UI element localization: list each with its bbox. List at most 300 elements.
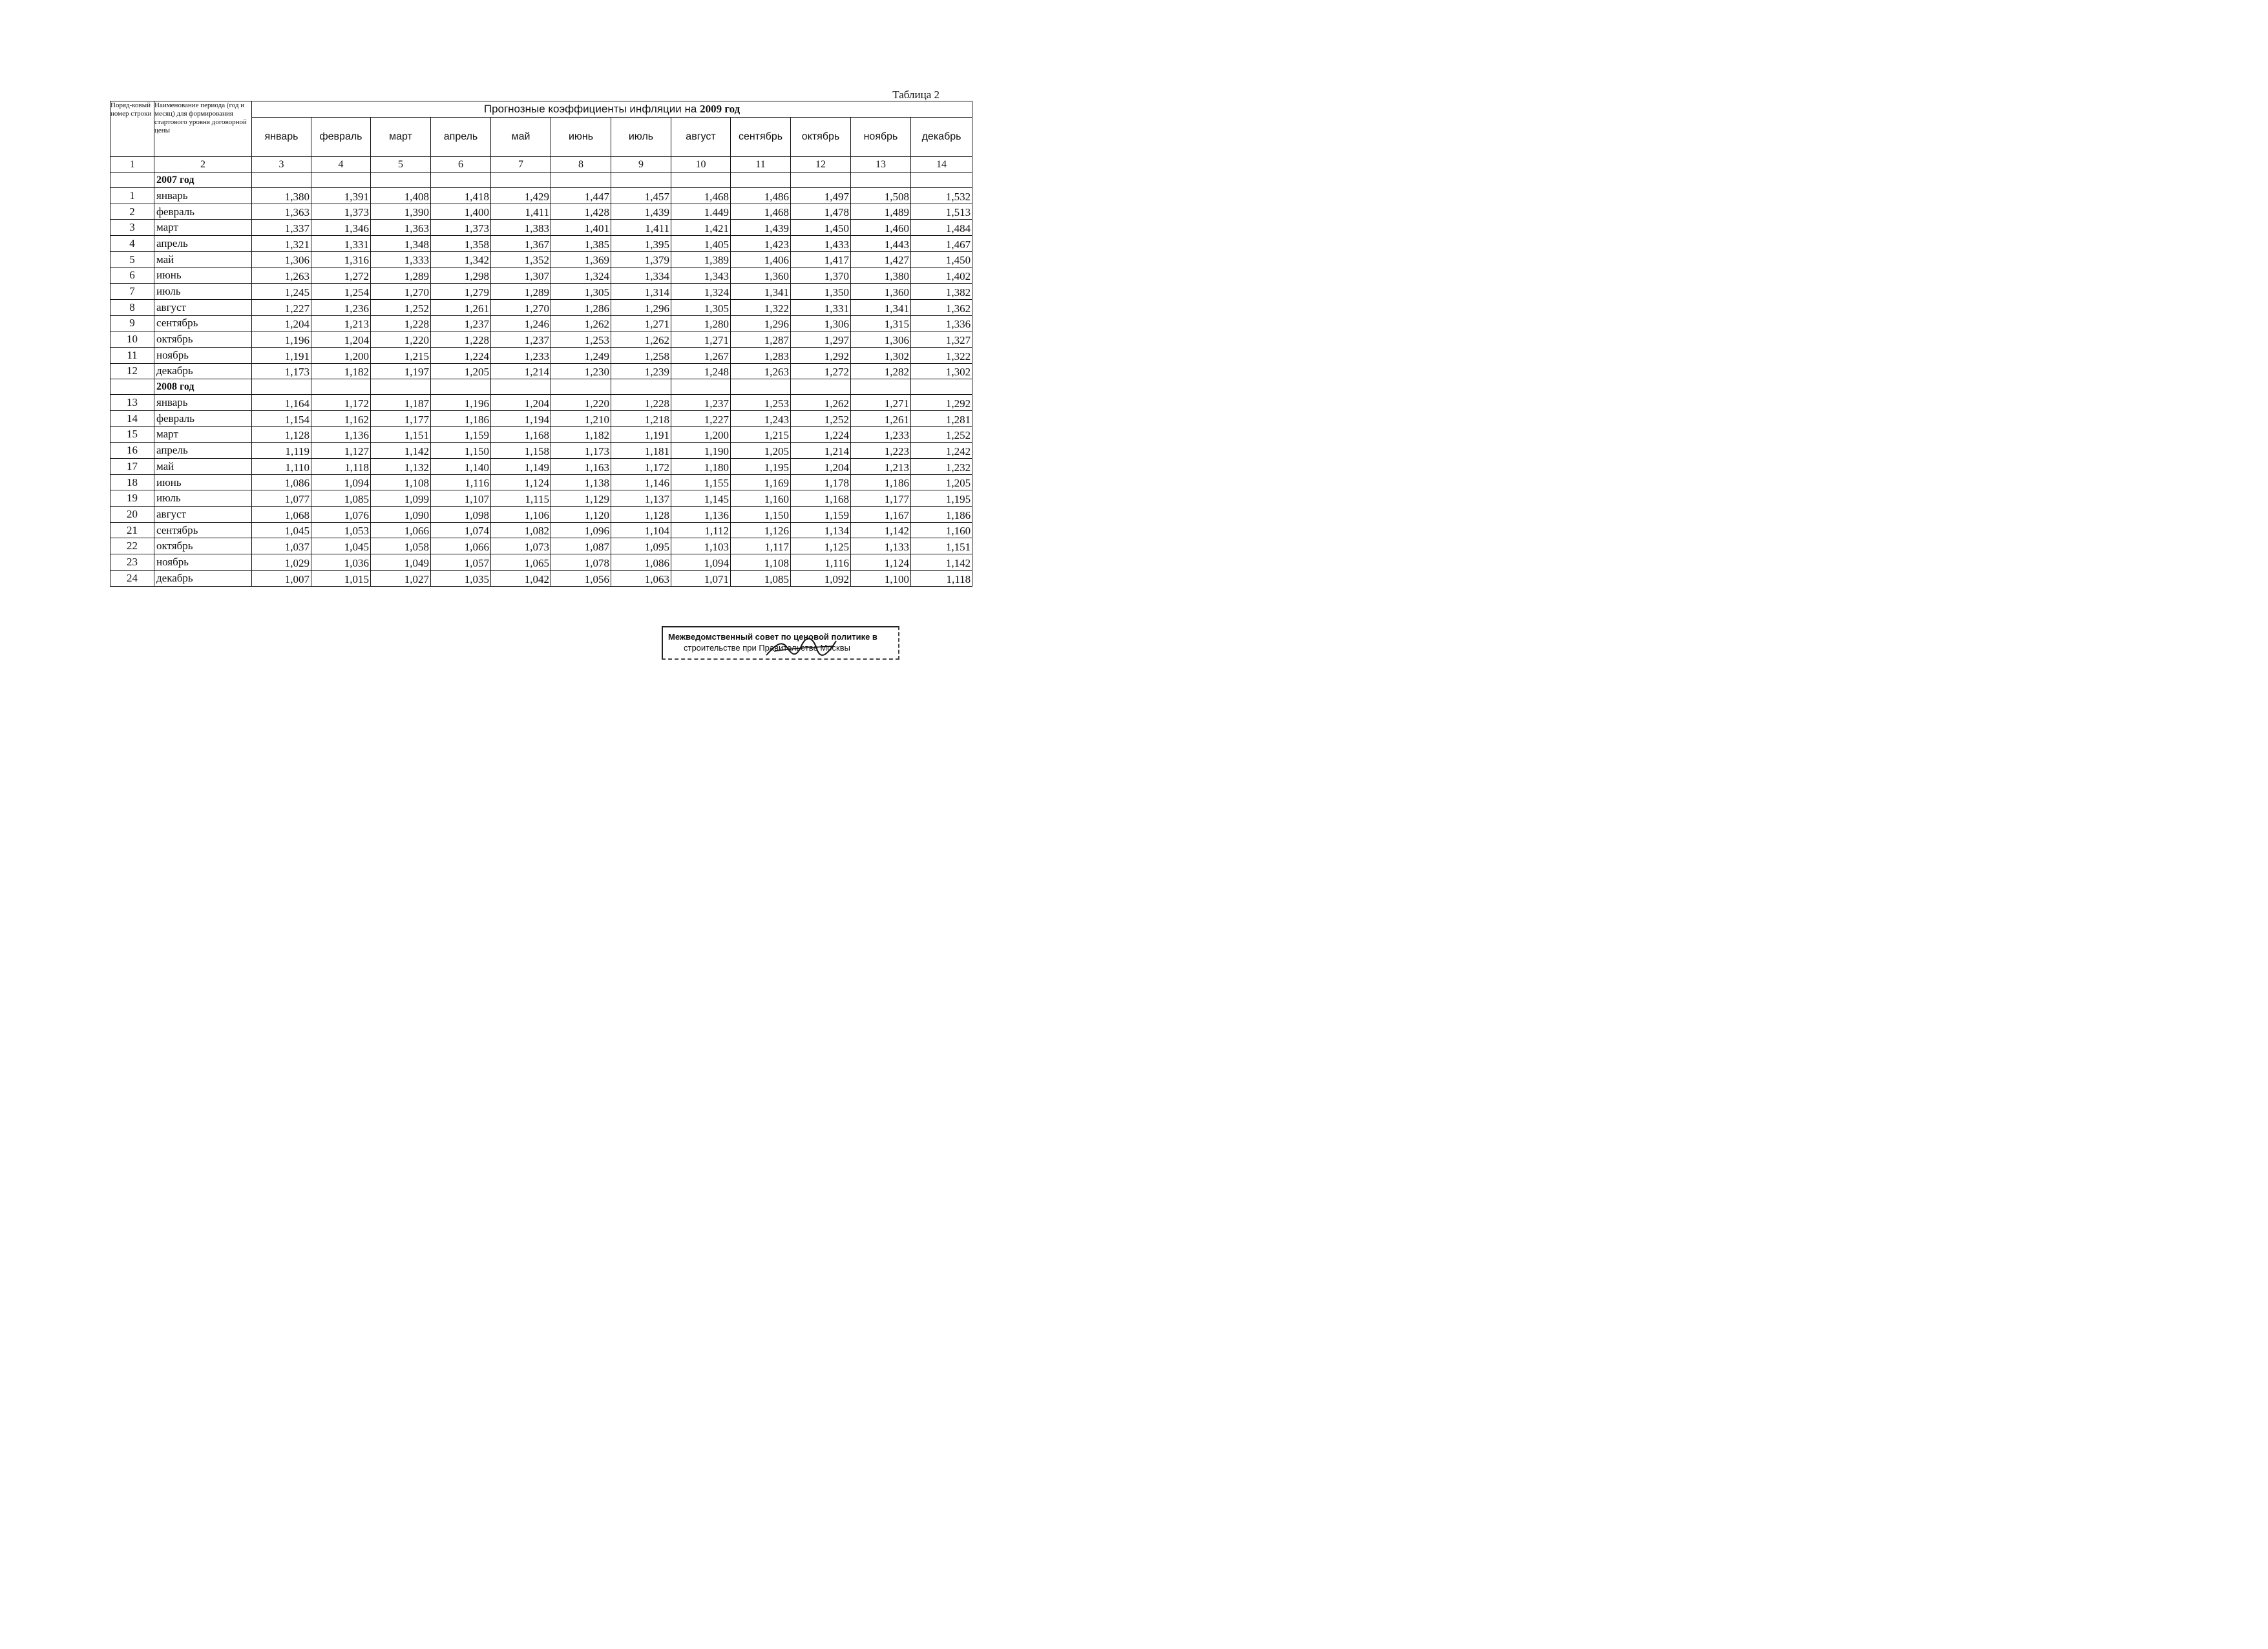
coefficient-cell: 1,138 [551,474,611,490]
coefficient-cell: 1,068 [252,507,311,523]
header-month-6: июнь [551,118,611,157]
row-period: май [154,459,252,475]
table-row [110,410,972,426]
header-month-10: октябрь [791,118,851,157]
coefficient-cell: 1,316 [311,251,371,268]
coefficient-cell: 1,406 [731,251,791,268]
coefficient-cell: 1,145 [671,490,731,507]
coefficient-cell: 1,035 [431,570,491,586]
coefficient-cell: 1,204 [311,331,371,348]
coefficient-cell: 1,324 [551,268,611,284]
coefficient-cell: 1,196 [252,331,311,348]
coefficient-cell: 1,322 [731,299,791,315]
coefficient-cell: 1,380 [851,268,911,284]
coefficient-cell: 1,195 [911,490,972,507]
coefficient-cell: 1,066 [371,522,431,538]
coefficient-cell: 1,178 [791,474,851,490]
coefficient-cell: 1,271 [611,315,671,331]
coefficient-cell: 1,196 [431,395,491,411]
row-number: 12 [110,363,154,379]
row-number: 13 [110,395,154,411]
coefficient-cell: 1,486 [731,188,791,204]
column-index-3: 3 [252,157,311,173]
coefficient-cell: 1,037 [252,538,311,554]
coefficient-cell: 1,125 [791,538,851,554]
coefficient-cell: 1,126 [731,522,791,538]
row-period: август [154,299,252,315]
row-period: январь [154,188,252,204]
coefficient-cell: 1,227 [671,410,731,426]
table-row [110,347,972,363]
coefficient-cell: 1,248 [671,363,731,379]
coefficient-cell: 1,306 [791,315,851,331]
year-label: 2007 год [154,173,252,188]
coefficient-cell: 1,352 [491,251,551,268]
coefficient-cell: 1,296 [731,315,791,331]
coefficient-cell: 1,142 [851,522,911,538]
coefficient-cell: 1,150 [731,507,791,523]
coefficient-cell: 1,324 [671,284,731,300]
coefficient-cell: 1,408 [371,188,431,204]
coefficient-cell: 1,085 [731,570,791,586]
row-number: 10 [110,331,154,348]
coefficient-cell: 1,169 [731,474,791,490]
coefficient-cell: 1,118 [311,459,371,475]
table-row [110,474,972,490]
coefficient-cell: 1,429 [491,188,551,204]
coefficient-cell: 1,215 [371,347,431,363]
column-index-12: 12 [791,157,851,173]
coefficient-cell: 1,314 [611,284,671,300]
coefficient-cell: 1,292 [791,347,851,363]
header-forecast-group [252,101,972,118]
coefficient-cell: 1,142 [911,554,972,571]
row-number: 3 [110,220,154,236]
coefficient-cell: 1,205 [731,443,791,459]
table-row [110,426,972,443]
coefficient-cell: 1,467 [911,236,972,252]
table-row [110,299,972,315]
coefficient-cell: 1,015 [311,570,371,586]
coefficient-cell: 1,395 [611,236,671,252]
coefficient-cell: 1,100 [851,570,911,586]
coefficient-cell: 1,341 [851,299,911,315]
row-period: июнь [154,474,252,490]
coefficient-cell: 1,160 [911,522,972,538]
coefficient-cell: 1,306 [252,251,311,268]
coefficient-cell: 1,205 [911,474,972,490]
row-period: апрель [154,443,252,459]
coefficient-cell: 1,172 [611,459,671,475]
coefficient-cell: 1,195 [731,459,791,475]
coefficient-cell: 1,468 [671,188,731,204]
empty-cell [791,379,851,395]
coefficient-cell: 1,180 [671,459,731,475]
coefficient-cell: 1,237 [491,331,551,348]
coefficient-cell: 1,417 [791,251,851,268]
empty-cell [671,173,731,188]
coefficient-cell: 1,360 [731,268,791,284]
coefficient-cell: 1,213 [311,315,371,331]
coefficient-cell: 1,242 [911,443,972,459]
table-row [110,268,972,284]
coefficient-cell: 1,168 [491,426,551,443]
row-period: май [154,251,252,268]
coefficient-cell: 1,150 [431,443,491,459]
coefficient-cell: 1,094 [671,554,731,571]
coefficient-cell: 1,162 [311,410,371,426]
empty-cell [491,173,551,188]
coefficient-cell: 1,136 [311,426,371,443]
empty-cell [611,173,671,188]
coefficient-cell: 1,246 [491,315,551,331]
coefficient-cell: 1,129 [551,490,611,507]
coefficient-cell: 1,289 [371,268,431,284]
column-index-9: 9 [611,157,671,173]
coefficient-cell: 1,200 [671,426,731,443]
coefficient-cell: 1,058 [371,538,431,554]
coefficient-cell: 1,115 [491,490,551,507]
year-row-number-cell [110,379,154,395]
table-row [110,331,972,348]
coefficient-cell: 1,096 [551,522,611,538]
coefficient-cell: 1,369 [551,251,611,268]
table-row [110,522,972,538]
coefficient-cell: 1,163 [551,459,611,475]
coefficient-cell: 1,254 [311,284,371,300]
coefficient-cell: 1,042 [491,570,551,586]
table-row [110,363,972,379]
coefficient-cell: 1,373 [311,204,371,220]
coefficient-cell: 1,073 [491,538,551,554]
row-number: 8 [110,299,154,315]
coefficient-cell: 1,158 [491,443,551,459]
empty-cell [851,173,911,188]
coefficient-cell: 1,363 [252,204,311,220]
empty-cell [252,379,311,395]
coefficient-cell: 1,421 [671,220,731,236]
coefficient-cell: 1,159 [431,426,491,443]
coefficient-cell: 1,281 [911,410,972,426]
column-index-11: 11 [731,157,791,173]
coefficient-cell: 1,110 [252,459,311,475]
coefficient-cell: 1,360 [851,284,911,300]
coefficient-cell: 1,447 [551,188,611,204]
coefficient-cell: 1,049 [371,554,431,571]
header-row-column-indexes [110,157,972,173]
table-row [110,459,972,475]
coefficient-cell: 1,154 [252,410,311,426]
row-period: февраль [154,410,252,426]
coefficient-cell: 1,155 [671,474,731,490]
coefficient-cell: 1,053 [311,522,371,538]
coefficient-cell: 1,007 [252,570,311,586]
coefficient-cell: 1,204 [252,315,311,331]
coefficient-cell: 1,134 [791,522,851,538]
coefficient-cell: 1,228 [431,331,491,348]
coefficient-cell: 1,307 [491,268,551,284]
coefficient-cell: 1,103 [671,538,731,554]
coefficient-cell: 1,117 [731,538,791,554]
coefficient-cell: 1,151 [371,426,431,443]
table-row [110,220,972,236]
empty-cell [431,173,491,188]
coefficient-cell: 1,296 [611,299,671,315]
row-number: 24 [110,570,154,586]
coefficient-cell: 1,124 [491,474,551,490]
coefficient-cell: 1,228 [611,395,671,411]
empty-cell [611,379,671,395]
coefficient-cell: 1,400 [431,204,491,220]
coefficient-cell: 1,108 [731,554,791,571]
coefficient-cell: 1,272 [311,268,371,284]
row-number: 17 [110,459,154,475]
coefficient-cell: 1,167 [851,507,911,523]
coefficient-cell: 1,532 [911,188,972,204]
table-row [110,251,972,268]
row-number: 20 [110,507,154,523]
coefficient-cell: 1,341 [731,284,791,300]
stamp-line-1: Межведомственный совет по ценовой политике в [668,632,877,642]
coefficient-cell: 1,214 [491,363,551,379]
coefficient-cell: 1,177 [851,490,911,507]
coefficient-cell: 1,094 [311,474,371,490]
table-row [110,554,972,571]
coefficient-cell: 1,224 [791,426,851,443]
coefficient-cell: 1,460 [851,220,911,236]
row-number: 19 [110,490,154,507]
column-index-7: 7 [491,157,551,173]
coefficient-cell: 1,262 [791,395,851,411]
coefficient-cell: 1,385 [551,236,611,252]
row-period: октябрь [154,331,252,348]
row-number: 16 [110,443,154,459]
row-number: 1 [110,188,154,204]
coefficient-cell: 1,271 [851,395,911,411]
coefficient-cell: 1,433 [791,236,851,252]
coefficient-cell: 1,142 [371,443,431,459]
row-period: август [154,507,252,523]
coefficient-cell: 1,085 [311,490,371,507]
header-month-1: январь [252,118,311,157]
coefficient-cell: 1,239 [611,363,671,379]
column-index-10: 10 [671,157,731,173]
coefficient-cell: 1,450 [911,251,972,268]
coefficient-cell: 1,092 [791,570,851,586]
coefficient-cell: 1,428 [551,204,611,220]
coefficient-cell: 1,348 [371,236,431,252]
coefficient-cell: 1,263 [731,363,791,379]
coefficient-cell: 1,151 [911,538,972,554]
column-index-6: 6 [431,157,491,173]
coefficient-cell: 1,057 [431,554,491,571]
coefficient-cell: 1,065 [491,554,551,571]
coefficient-cell: 1,401 [551,220,611,236]
year-section-row [110,173,972,188]
row-period: март [154,220,252,236]
table-row [110,395,972,411]
coefficient-cell: 1,373 [431,220,491,236]
coefficient-cell: 1,363 [371,220,431,236]
row-period: март [154,426,252,443]
table-row [110,490,972,507]
coefficient-cell: 1,243 [731,410,791,426]
coefficient-cell: 1,200 [311,347,371,363]
coefficient-cell: 1,298 [431,268,491,284]
coefficient-cell: 1,087 [551,538,611,554]
header-forecast-year: 2009 год [700,103,740,115]
coefficient-cell: 1,237 [431,315,491,331]
coefficient-cell: 1,390 [371,204,431,220]
coefficient-cell: 1,173 [252,363,311,379]
coefficient-cell: 1,140 [431,459,491,475]
coefficient-cell: 1,168 [791,490,851,507]
coefficient-cell: 1,128 [611,507,671,523]
coefficient-cell: 1,027 [371,570,431,586]
coefficient-cell: 1,336 [911,315,972,331]
coefficient-cell: 1,270 [371,284,431,300]
coefficient-cell: 1,124 [851,554,911,571]
header-month-3: март [371,118,431,157]
coefficient-cell: 1,331 [311,236,371,252]
coefficient-cell: 1.449 [671,204,731,220]
coefficient-cell: 1,086 [611,554,671,571]
coefficient-cell: 1,119 [252,443,311,459]
header-month-5: май [491,118,551,157]
table-row [110,570,972,586]
row-number: 23 [110,554,154,571]
empty-cell [851,379,911,395]
coefficient-cell: 1,160 [731,490,791,507]
coefficient-cell: 1,261 [851,410,911,426]
row-period: июнь [154,268,252,284]
coefficient-cell: 1,112 [671,522,731,538]
header-month-9: сентябрь [731,118,791,157]
coefficient-cell: 1,270 [491,299,551,315]
coefficient-cell: 1,191 [252,347,311,363]
row-number: 18 [110,474,154,490]
coefficient-cell: 1,173 [551,443,611,459]
coefficient-cell: 1,258 [611,347,671,363]
row-period: июль [154,284,252,300]
coefficient-cell: 1,350 [791,284,851,300]
coefficient-cell: 1,379 [611,251,671,268]
coefficient-cell: 1,078 [551,554,611,571]
coefficient-cell: 1,327 [911,331,972,348]
row-number: 15 [110,426,154,443]
coefficient-cell: 1,095 [611,538,671,554]
coefficient-cell: 1,263 [252,268,311,284]
row-number: 7 [110,284,154,300]
coefficient-cell: 1,249 [551,347,611,363]
row-number: 5 [110,251,154,268]
coefficient-cell: 1,439 [611,204,671,220]
coefficient-cell: 1,232 [911,459,972,475]
coefficient-cell: 1,305 [671,299,731,315]
empty-cell [731,379,791,395]
coefficient-cell: 1,337 [252,220,311,236]
coefficient-cell: 1,331 [791,299,851,315]
row-period: февраль [154,204,252,220]
coefficient-cell: 1,302 [911,363,972,379]
coefficient-cell: 1,497 [791,188,851,204]
coefficient-cell: 1,186 [851,474,911,490]
coefficient-cell: 1,343 [671,268,731,284]
row-period: ноябрь [154,347,252,363]
coefficient-cell: 1,245 [252,284,311,300]
inflation-coefficients-table [110,101,972,587]
coefficient-cell: 1,071 [671,570,731,586]
coefficient-cell: 1,182 [551,426,611,443]
coefficient-cell: 1,228 [371,315,431,331]
coefficient-cell: 1,172 [311,395,371,411]
coefficient-cell: 1,086 [252,474,311,490]
coefficient-cell: 1,402 [911,268,972,284]
coefficient-cell: 1,380 [252,188,311,204]
coefficient-cell: 1,411 [611,220,671,236]
coefficient-cell: 1,306 [851,331,911,348]
empty-cell [731,173,791,188]
coefficient-cell: 1,182 [311,363,371,379]
table-row [110,284,972,300]
coefficient-cell: 1,267 [671,347,731,363]
coefficient-cell: 1,457 [611,188,671,204]
stamp-line-2: строительстве при Правительстве Москвы [684,643,850,653]
coefficient-cell: 1,045 [311,538,371,554]
coefficient-cell: 1,383 [491,220,551,236]
coefficient-cell: 1,279 [431,284,491,300]
coefficient-cell: 1,132 [371,459,431,475]
header-period-name: Наименование периода (год и месяц) для формирования стартового уровня договорной цены [154,101,252,157]
coefficient-cell: 1,252 [911,426,972,443]
row-period: июль [154,490,252,507]
empty-cell [491,379,551,395]
coefficient-cell: 1,210 [551,410,611,426]
coefficient-cell: 1,262 [551,315,611,331]
table-number-label: Таблица 2 [892,89,940,101]
coefficient-cell: 1,159 [791,507,851,523]
coefficient-cell: 1,227 [252,299,311,315]
empty-cell [431,379,491,395]
coefficient-cell: 1,233 [491,347,551,363]
empty-cell [911,173,972,188]
empty-cell [551,173,611,188]
header-month-8: август [671,118,731,157]
coefficient-cell: 1,302 [851,347,911,363]
coefficient-cell: 1,181 [611,443,671,459]
row-number: 6 [110,268,154,284]
coefficient-cell: 1,478 [791,204,851,220]
coefficient-cell: 1,213 [851,459,911,475]
coefficient-cell: 1,346 [311,220,371,236]
coefficient-cell: 1,382 [911,284,972,300]
coefficient-cell: 1,423 [731,236,791,252]
coefficient-cell: 1,468 [731,204,791,220]
empty-cell [671,379,731,395]
coefficient-cell: 1,187 [371,395,431,411]
coefficient-cell: 1,186 [911,507,972,523]
year-row-number-cell [110,173,154,188]
coefficient-cell: 1,146 [611,474,671,490]
coefficient-cell: 1,090 [371,507,431,523]
row-period: октябрь [154,538,252,554]
coefficient-cell: 1,272 [791,363,851,379]
row-period: ноябрь [154,554,252,571]
column-index-1: 1 [110,157,154,173]
empty-cell [371,173,431,188]
table-row [110,507,972,523]
empty-cell [311,379,371,395]
